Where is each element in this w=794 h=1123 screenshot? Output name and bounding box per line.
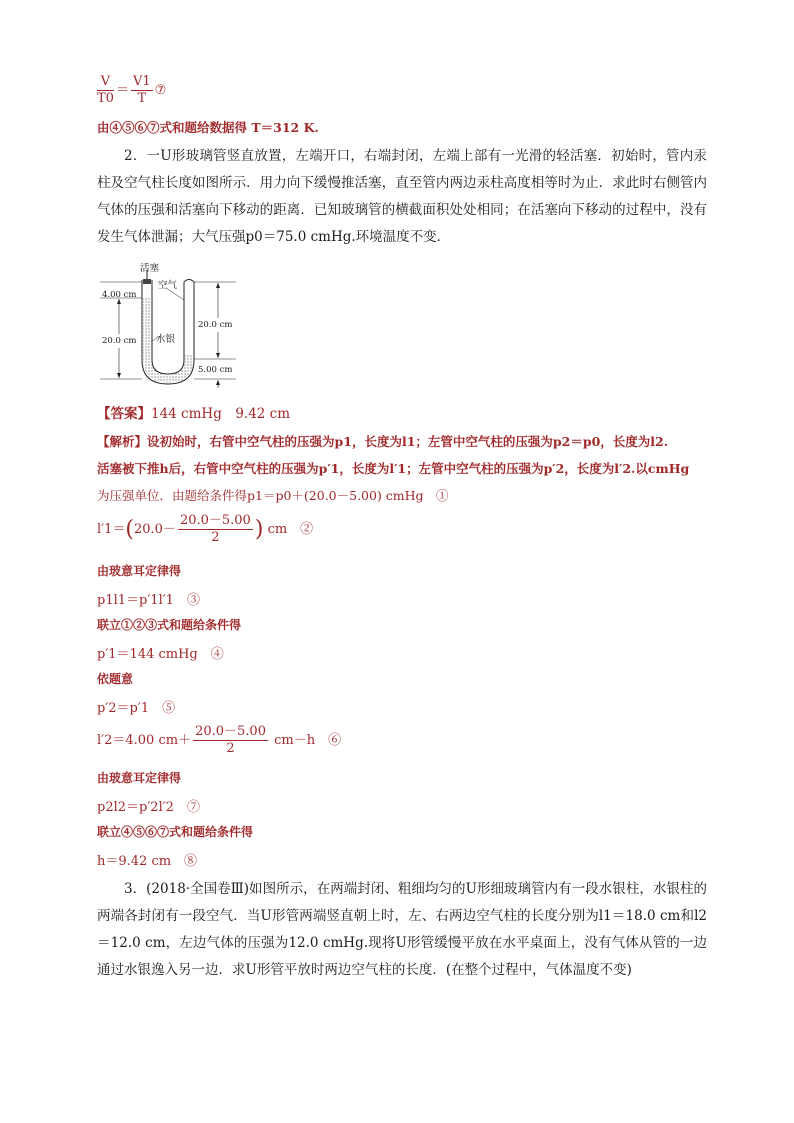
dim-20cm-right: 20.0 cm: [198, 320, 233, 330]
eq6: l′2＝4.00 cm＋ $\frac{20.0-5.00}{2}$ cm－h ⑥: [97, 724, 342, 756]
label-piston: 活塞: [140, 263, 160, 274]
combine2: 联立④⑤⑥⑦式和题给条件得: [97, 825, 254, 839]
answer-line: [97, 400, 290, 428]
by-meaning: 依题意: [97, 672, 134, 686]
dim-5cm: 5.00 cm: [198, 365, 233, 375]
top-conclusion: 由④⑤⑥⑦式和题给数据得 T＝312 K.: [97, 120, 319, 135]
analysis-block: 【解析】设初始时，右管中空气柱的压强为p1，长度为l1；左管中空气柱的压强为p2＝p0，长度为l2. 活塞被下推h后，右管中空气柱的压强为p′1，长度为l′1；左管中空气柱的压强为p′2，长度为l′2.以cmHg 为压强单位．由题给条件得p1＝p0＋(20.0－5.00) cmHg ①: [97, 434, 690, 503]
dim-20cm-left: 20.0 cm: [102, 336, 137, 346]
eq3: p1l1＝p′1l′1 ③: [97, 593, 200, 608]
problem3-text: 3．(2018·全国卷Ⅲ)如图所示，在两端封闭、粗细均匀的U形细玻璃管内有一段水银柱，水银柱的两端各封闭有一段空气．当U形管两端竖直朝上时，左、右两边空气柱的长度分别为l1＝18.0 cm和l2＝12.0 cm，左边气体的压强为12.0 cmHg.现将U形管缓慢平放在水平桌面上，没有气体从管的一边通过水银逸入另一边．求U形管平放时两边空气柱的长度．(在整个过程中，气体温度不变): [97, 881, 707, 978]
eq8: h＝9.42 cm ⑧: [97, 854, 198, 869]
top-formula: $\frac{V}{T0}$ ＝ $\frac{V1}{T}$ ⑦: [97, 74, 167, 106]
fraction-v-t0: $\frac{V}{T0}$: [97, 74, 114, 106]
eq7: p2l2＝p′2l′2 ⑦: [97, 800, 200, 815]
dim-4cm: 4.00 cm: [102, 290, 137, 300]
u-tube-figure: [100, 262, 250, 390]
combine1: 联立①②③式和题给条件得: [97, 618, 242, 632]
analysis-tag: 【解析】: [97, 434, 148, 449]
problem2-text: 2．一U形玻璃管竖直放置，左端开口，右端封闭，左端上部有一光滑的轻活塞．初始时，管内汞柱及空气柱长度如图所示．用力向下缓慢推活塞，直至管内两边汞柱高度相等时为止．求此时右侧管内气体的压强和活塞向下移动的距离．已知玻璃管的横截面积处处相同；在活塞向下移动的过程中，没有发生气体泄漏；大气压强p0＝75.0 cmHg.环境温度不变．: [97, 148, 707, 245]
label-air: 空气: [158, 280, 178, 291]
eq4: p′1＝144 cmHg ④: [97, 647, 224, 662]
law2: 由玻意耳定律得: [97, 771, 182, 785]
label-mercury: 水银: [156, 334, 176, 345]
eq2: l′1＝(20.0－ $\frac{20.0-5.00}{2}$ ) cm ②: [97, 513, 314, 545]
answer-value: 144 cmHg 9.42 cm: [151, 406, 291, 422]
eq5: p′2＝p′1 ⑤: [97, 701, 176, 716]
fraction-v1-t: $\frac{V1}{T}$: [132, 74, 151, 106]
answer-tag: 【答案】: [97, 406, 151, 422]
law1: 由玻意耳定律得: [97, 564, 182, 578]
